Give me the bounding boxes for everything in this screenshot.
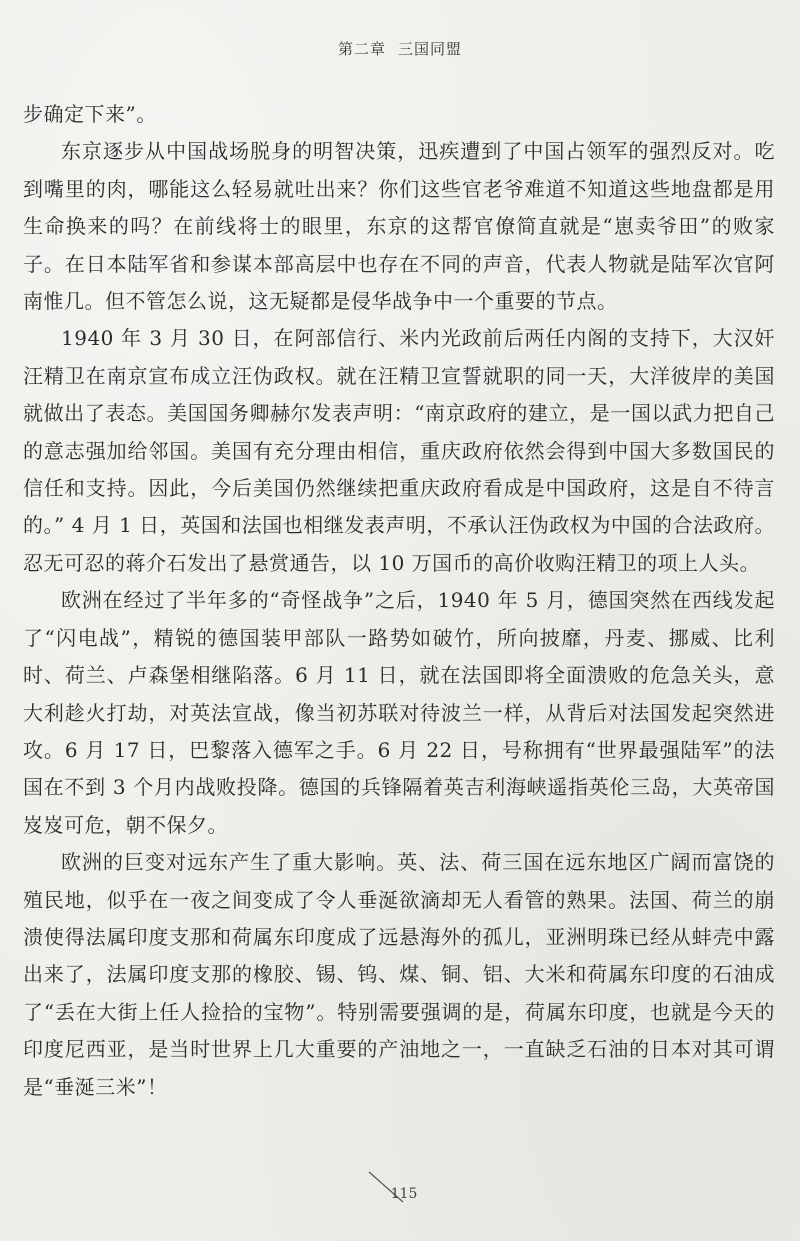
paragraph: 欧洲在经过了半年多的“奇怪战争”之后，1940 年 5 月，德国突然在西线发起了“闪电战”，精锐的德国装甲部队一路势如破竹，所向披靡，丹麦、挪威、比利时、荷兰、卢森堡相继陷落。6 月 11 日，就在法国即将全面溃败的危急关头，意大利趁火打劫，对英法宣战，像当初苏联对待波兰一样，从背后对法国发起突然进攻。6 月 17 日，巴黎落入德军之手。6 月 22 日，号称拥有“世界最强陆军”的法国在不到 3 个月内战败投降。德国的兵锋隔着英吉利海峡遥指英伦三岛，大英帝国岌岌可危，朝不保夕。 [23, 588, 775, 837]
page-number: 115 [390, 1186, 418, 1202]
paragraph: 欧洲的巨变对远东产生了重大影响。英、法、荷三国在远东地区广阔而富饶的殖民地，似乎在一夜之间变成了令人垂涎欲滴却无人看管的熟果。法国、荷兰的崩溃使得法属印度支那和荷属东印度成了远悬海外的孤儿，亚洲明珠已经从蚌壳中露出来了，法属印度支那的橡胶、锡、钨、煤、铜、铝、大米和荷属东印度的石油成了“丢在大街上任人捡拾的宝物”。特别需要强调的是，荷属东印度，也就是今天的印度尼西亚，是当时世界上几大重要的产油地之一，一直缺乏石油的日本对其可谓是“垂涎三米”！ [23, 850, 775, 1099]
body-text [23, 96, 775, 1106]
paragraph: 1940 年 3 月 30 日，在阿部信行、米内光政前后两任内阁的支持下，大汉奸汪精卫在南京宣布成立汪伪政权。就在汪精卫宣誓就职的同一天，大洋彼岸的美国就做出了表态。美国国务卿赫尔发表声明：“南京政府的建立，是一国以武力把自己的意志强加给邻国。美国有充分理由相信，重庆政府依然会得到中国大多数国民的信任和支持。因此，今后美国仍然继续把重庆政府看成是中国政府，这是自不待言的。” 4 月 1 日，英国和法国也相继发表声明，不承认汪伪政权为中国的合法政府。忍无可忍的蒋介石发出了悬赏通告，以 10 万国币的高价收购汪精卫的项上人头。 [23, 326, 775, 575]
paragraph-continuation: 步确定下来”。 [23, 102, 157, 126]
running-header [0, 38, 800, 59]
paragraph: 东京逐步从中国战场脱身的明智决策，迅疾遭到了中国占领军的强烈反对。吃到嘴里的肉，哪能这么轻易就吐出来？你们这些官老爷难道不知道这些地盘都是用生命换来的吗？在前线将士的眼里，东京的这帮官僚简直就是“崽卖爷田”的败家子。在日本陆军省和参谋本部高层中也存在不同的声音，代表人物就是陆军次官阿南惟几。但不管怎么说，这无疑都是侵华战争中一个重要的节点。 [23, 139, 775, 314]
chapter-label: 第二章 [337, 40, 386, 58]
page-footer [0, 1183, 800, 1202]
chapter-title: 三国同盟 [398, 40, 463, 58]
